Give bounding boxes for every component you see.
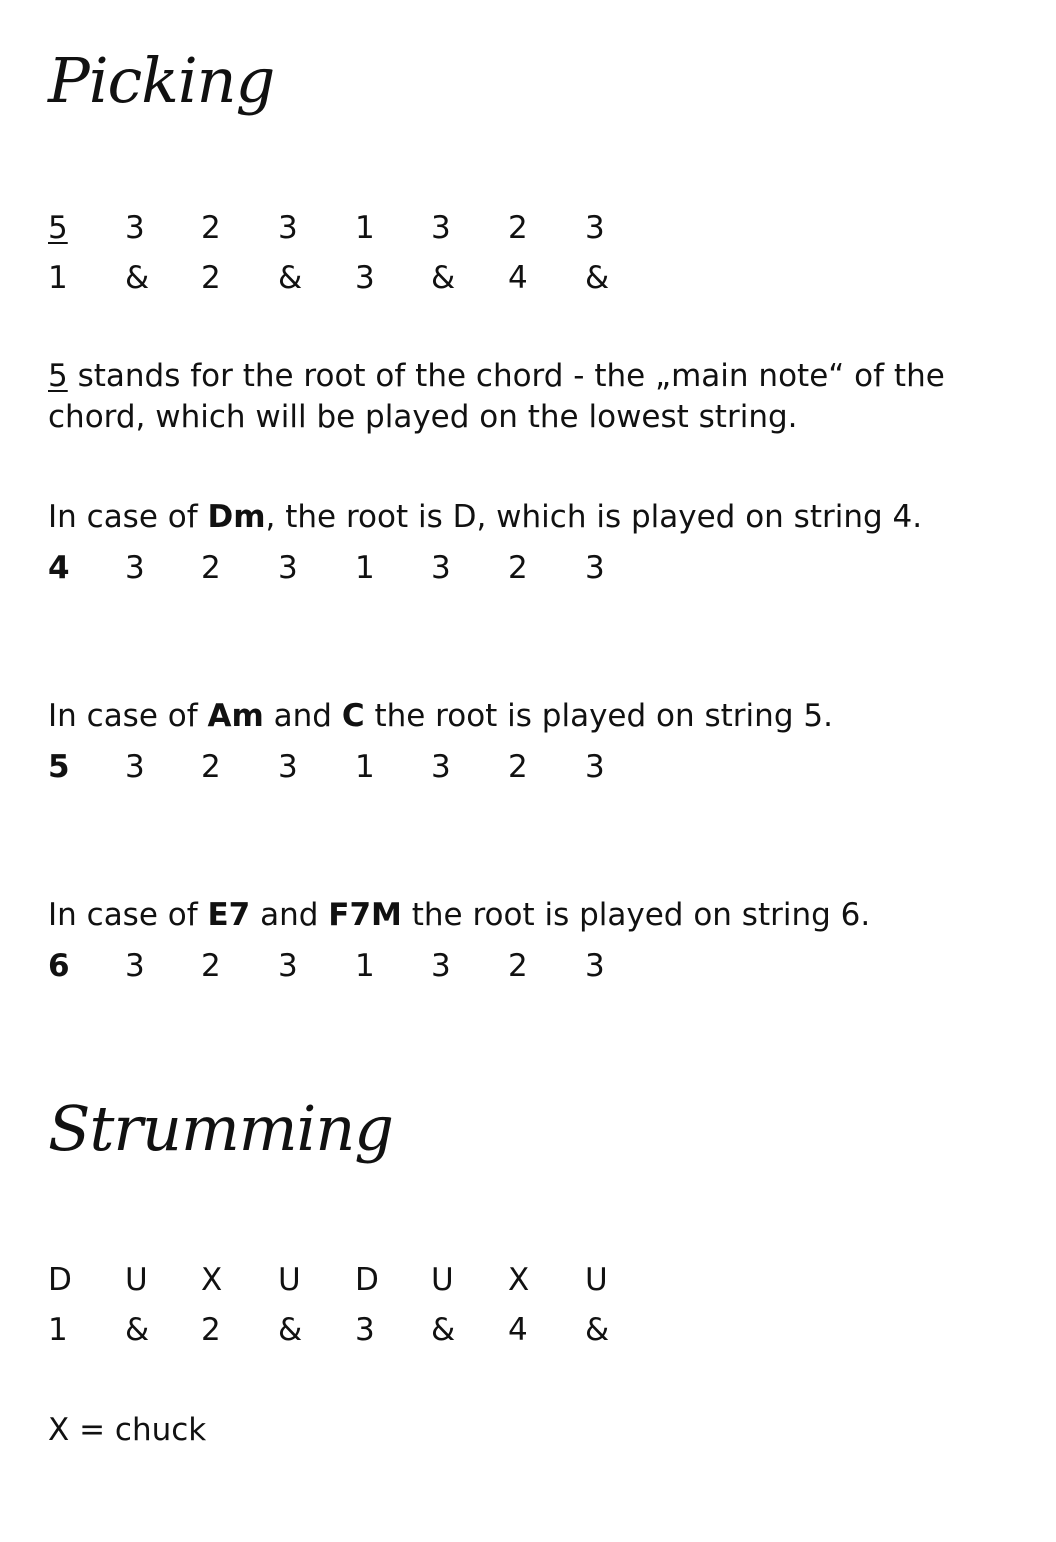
sentence-prefix: In case of [48, 698, 208, 734]
chord-name-f7m: F7M [328, 897, 402, 933]
pattern-cell: 3 [431, 948, 451, 984]
pattern-cell: 2 [201, 749, 221, 785]
e7-f7m-sentence [48, 895, 1038, 936]
count-cell: 2 [201, 260, 221, 296]
count-cell: & [278, 1312, 303, 1348]
root-explanation-line2: chord, which will be played on the lowest string. [48, 399, 798, 435]
count-cell: & [585, 260, 610, 296]
sentence-suffix: the root is played on string 6. [401, 897, 871, 933]
pattern-cell: 1 [355, 948, 375, 984]
sentence-joiner: and [250, 897, 329, 933]
pattern-cell: 5 [48, 210, 68, 246]
count-cell: & [431, 260, 456, 296]
pattern-cell-root: 4 [48, 550, 70, 586]
pattern-cell: 3 [585, 210, 605, 246]
sentence-prefix: In case of [48, 499, 208, 535]
pattern-cell: 1 [355, 210, 375, 246]
pattern-cell: 2 [201, 550, 221, 586]
pattern-cell: 2 [508, 948, 528, 984]
count-cell: 3 [355, 260, 375, 296]
count-cell: 1 [48, 260, 68, 296]
pattern-cell: 1 [355, 550, 375, 586]
strum-cell: D [355, 1262, 379, 1298]
pattern-cell: 3 [278, 210, 298, 246]
strum-cell: U [125, 1262, 148, 1298]
pattern-cell: 2 [508, 749, 528, 785]
chord-name-c: C [341, 698, 365, 734]
am-c-sentence [48, 696, 1038, 737]
sentence-suffix: the root is played on string 5. [364, 698, 833, 734]
strumming-heading: Strumming [48, 1092, 393, 1165]
sentence-prefix: In case of [48, 897, 208, 933]
pattern-cell: 2 [508, 550, 528, 586]
pattern-cell: 2 [508, 210, 528, 246]
chord-name-am: Am [207, 698, 264, 734]
sentence-suffix: , the root is D, which is played on string 4. [265, 499, 923, 535]
pattern-cell: 3 [585, 948, 605, 984]
pattern-cell: 2 [201, 948, 221, 984]
count-cell: & [585, 1312, 610, 1348]
chord-name-e7: E7 [207, 897, 251, 933]
pattern-cell: 3 [431, 550, 451, 586]
pattern-cell: 3 [278, 948, 298, 984]
chuck-legend: X = chuck [48, 1412, 207, 1448]
pattern-cell: 3 [431, 749, 451, 785]
strum-cell: X [508, 1262, 530, 1298]
pattern-cell: 3 [431, 210, 451, 246]
count-cell: & [431, 1312, 456, 1348]
count-cell: & [125, 1312, 150, 1348]
strum-cell: U [278, 1262, 301, 1298]
picking-heading: Picking [48, 44, 275, 117]
count-cell: & [278, 260, 303, 296]
dm-sentence [48, 497, 1038, 538]
count-cell: 2 [201, 1312, 221, 1348]
strum-cell: X [201, 1262, 223, 1298]
pattern-cell-root: 5 [48, 749, 70, 785]
pattern-cell: 3 [125, 948, 145, 984]
pattern-cell: 3 [278, 749, 298, 785]
pattern-cell: 3 [585, 550, 605, 586]
pattern-cell: 3 [585, 749, 605, 785]
pattern-cell: 3 [278, 550, 298, 586]
pattern-cell-root: 6 [48, 948, 70, 984]
strum-cell: U [585, 1262, 608, 1298]
pattern-cell: 1 [355, 749, 375, 785]
pattern-cell: 3 [125, 550, 145, 586]
strum-cell: D [48, 1262, 72, 1298]
root-marker: 5 [48, 358, 68, 394]
count-cell: 1 [48, 1312, 68, 1348]
count-cell: & [125, 260, 150, 296]
pattern-cell: 3 [125, 749, 145, 785]
pattern-cell: 3 [125, 210, 145, 246]
pattern-cell: 2 [201, 210, 221, 246]
count-cell: 4 [508, 260, 528, 296]
strum-cell: U [431, 1262, 454, 1298]
count-cell: 3 [355, 1312, 375, 1348]
sentence-joiner: and [263, 698, 342, 734]
chord-name-dm: Dm [207, 499, 266, 535]
root-explanation [48, 356, 1038, 438]
count-cell: 4 [508, 1312, 528, 1348]
root-explanation-line1: stands for the root of the chord - the „main note“ of the [67, 358, 945, 394]
